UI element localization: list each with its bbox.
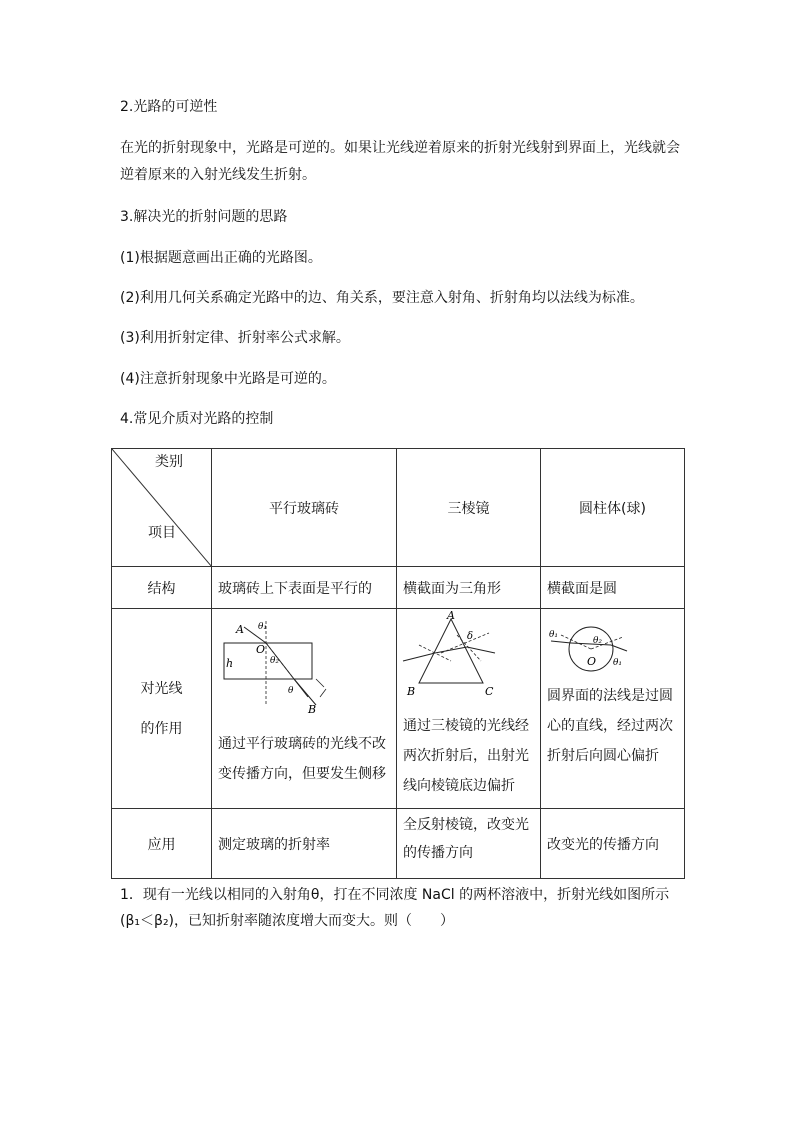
question-line1: 1．现有一光线以相同的入射角θ，打在不同浓度 NaCl 的两杯溶液中，折射光线如图所示 bbox=[120, 887, 670, 903]
fig3-label-theta1b: θ₁ bbox=[613, 658, 623, 668]
fig1-label-h: h bbox=[226, 657, 234, 670]
prism-figure bbox=[397, 609, 540, 699]
section3-item-2: (2)利用几何关系确定光路中的边、角关系，要注意入射角、折射角均以法线为标准。 bbox=[120, 290, 644, 306]
prism-diagram bbox=[397, 609, 540, 699]
fig1-label-theta1: θ₁ bbox=[258, 622, 268, 632]
fig1-label-O: O bbox=[256, 643, 266, 656]
diagonal-header-cell bbox=[112, 449, 212, 567]
effect-parallel-line2: 变传播方向，但要发生侧移 bbox=[218, 766, 386, 782]
table-row-application bbox=[112, 809, 685, 879]
item-label: 项目 bbox=[148, 525, 176, 541]
fig1-label-B: B bbox=[308, 703, 317, 716]
fig2-label-delta: δ bbox=[467, 631, 474, 642]
table-header-row bbox=[112, 449, 685, 567]
fig1-label-theta2: θ₂ bbox=[270, 656, 280, 666]
parallel-glass-figure bbox=[212, 609, 396, 717]
application-cylinder: 改变光的传播方向 bbox=[541, 809, 685, 879]
fig2-label-B: B bbox=[407, 685, 416, 698]
effect-cylinder bbox=[541, 609, 685, 809]
structure-cylinder: 横截面是圆 bbox=[541, 567, 685, 609]
effect-cylinder-line3: 折射后向圆心偏折 bbox=[547, 748, 659, 764]
header-cylinder: 圆柱体(球) bbox=[541, 449, 685, 567]
effect-label-line1: 对光线 bbox=[140, 680, 183, 697]
effect-label-line2: 的作用 bbox=[140, 720, 183, 737]
effect-parallel-line1: 通过平行玻璃砖的光线不改 bbox=[218, 736, 386, 752]
section2-line2: 逆着原来的入射光线发生折射。 bbox=[120, 167, 316, 183]
fig2-label-C: C bbox=[485, 685, 494, 698]
structure-label: 结构 bbox=[112, 567, 212, 609]
question-line2: (β₁＜β₂)，已知折射率随浓度增大而变大。则（ ） bbox=[120, 913, 455, 929]
fig1-label-A: A bbox=[236, 623, 244, 636]
header-prism: 三棱镜 bbox=[397, 449, 541, 567]
application-parallel-glass: 测定玻璃的折射率 bbox=[212, 809, 397, 879]
application-prism bbox=[397, 809, 541, 879]
parallel-glass-diagram bbox=[212, 609, 396, 717]
effect-prism bbox=[397, 609, 541, 809]
section3-item-3: (3)利用折射定律、折射率公式求解。 bbox=[120, 330, 350, 346]
table-row-effect bbox=[112, 609, 685, 809]
media-control-table bbox=[111, 448, 685, 879]
cylinder-diagram bbox=[541, 609, 684, 673]
effect-label bbox=[112, 609, 212, 809]
structure-prism: 横截面为三角形 bbox=[397, 567, 541, 609]
effect-parallel-glass bbox=[212, 609, 397, 809]
effect-prism-line3: 线向棱镜底边偏折 bbox=[403, 778, 515, 794]
section3-item-1: (1)根据题意画出正确的光路图。 bbox=[120, 250, 322, 266]
category-label: 类别 bbox=[155, 454, 183, 470]
effect-cylinder-line2: 心的直线，经过两次 bbox=[547, 718, 673, 734]
effect-prism-line2: 两次折射后，出射光 bbox=[403, 748, 529, 764]
fig3-label-O: O bbox=[587, 655, 597, 668]
application-prism-line2: 的传播方向 bbox=[403, 845, 473, 861]
section3-item-4: (4)注意折射现象中光路是可逆的。 bbox=[120, 371, 336, 387]
effect-cylinder-line1: 圆界面的法线是过圆 bbox=[547, 688, 673, 704]
application-prism-line1: 全反射棱镜，改变光 bbox=[403, 817, 529, 833]
fig3-label-theta2: θ₂ bbox=[593, 636, 603, 646]
application-label: 应用 bbox=[112, 809, 212, 879]
section2-line1: 在光的折射现象中，光路是可逆的。如果让光线逆着原来的折射光线射到界面上，光线就会 bbox=[120, 140, 680, 156]
effect-prism-line1: 通过三棱镜的光线经 bbox=[403, 718, 529, 734]
header-parallel-glass: 平行玻璃砖 bbox=[212, 449, 397, 567]
fig2-label-A: A bbox=[447, 609, 455, 622]
fig3-label-theta1: θ₁ bbox=[549, 630, 559, 640]
cylinder-figure bbox=[541, 609, 684, 673]
table-row-structure bbox=[112, 567, 685, 609]
structure-parallel-glass: 玻璃砖上下表面是平行的 bbox=[212, 567, 397, 609]
section4-heading: 4.常见介质对光路的控制 bbox=[120, 411, 274, 427]
section2-heading: 2.光路的可逆性 bbox=[120, 99, 218, 115]
fig1-label-theta: θ bbox=[288, 686, 294, 696]
section3-heading: 3.解决光的折射问题的思路 bbox=[120, 209, 288, 225]
